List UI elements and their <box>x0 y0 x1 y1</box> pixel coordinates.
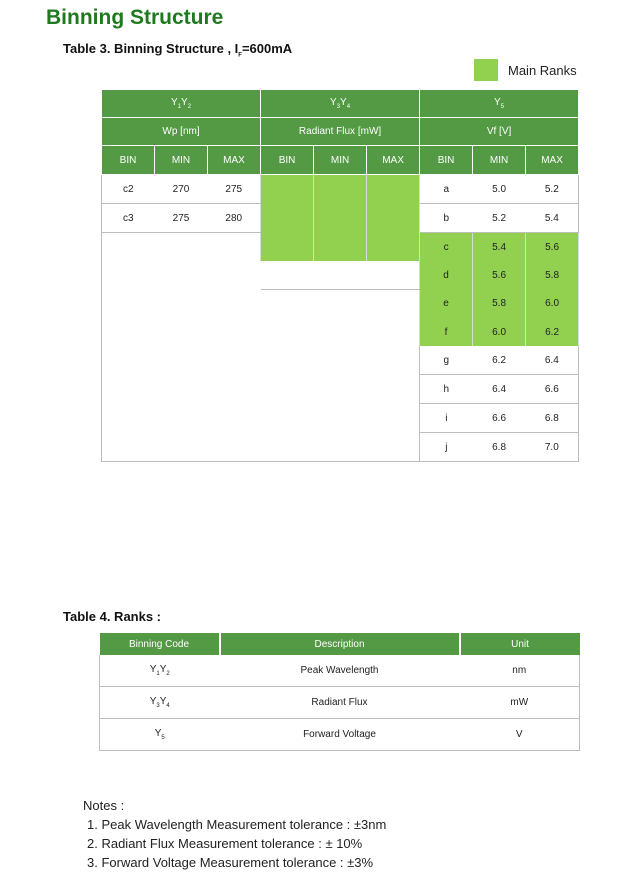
description-cell: Forward Voltage <box>220 719 460 751</box>
vf-max-cell: 5.8 <box>526 261 579 290</box>
note-item: 3. Forward Voltage Measurement tolerance : ±3% <box>87 855 374 870</box>
col-header: BIN <box>261 146 314 175</box>
flux-main-rank-cell <box>314 204 367 233</box>
table-row <box>102 318 579 346</box>
col-header: MIN <box>314 146 367 175</box>
vf-min-cell: 5.4 <box>473 233 526 262</box>
table-row <box>102 175 579 204</box>
col-header-unit: Unit <box>460 633 580 655</box>
table-row <box>102 261 579 290</box>
vf-bin-cell: d <box>420 261 473 290</box>
vf-bin-cell: h <box>420 375 473 404</box>
page-title: Binning Structure <box>46 6 224 29</box>
col-header: MIN <box>155 146 208 175</box>
description-cell: Radiant Flux <box>220 687 460 719</box>
table-row <box>102 375 579 404</box>
binning-structure-table <box>101 89 579 462</box>
col-header: MAX <box>367 146 420 175</box>
col-header-binning-code: Binning Code <box>100 633 220 655</box>
flux-main-rank-cell <box>314 175 367 204</box>
flux-main-rank-cell <box>261 233 314 262</box>
vf-max-cell: 6.8 <box>526 404 579 433</box>
vf-min-cell: 6.2 <box>473 346 526 375</box>
vf-bin-cell: g <box>420 346 473 375</box>
group-header-y1y2: $Y_1Y_2$ <box>102 90 261 118</box>
table-row <box>102 433 579 462</box>
vf-max-cell: 6.6 <box>526 375 579 404</box>
table-row <box>102 204 579 233</box>
vf-min-cell: 5.6 <box>473 261 526 290</box>
vf-max-cell: 6.4 <box>526 346 579 375</box>
col-header: MIN <box>473 146 526 175</box>
description-cell: Peak Wavelength <box>220 655 460 687</box>
unit-cell: mW <box>460 687 580 719</box>
vf-min-cell: 6.4 <box>473 375 526 404</box>
vf-min-cell: 5.8 <box>473 290 526 319</box>
flux-main-rank-cell <box>367 204 420 233</box>
col-header: MAX <box>526 146 579 175</box>
col-header: MAX <box>208 146 261 175</box>
flux-main-rank-cell <box>314 233 367 262</box>
flux-main-rank-cell <box>367 175 420 204</box>
wp-min-cell: 275 <box>155 204 208 233</box>
param-header-vf: Vf [V] <box>420 118 579 146</box>
vf-max-cell: 6.2 <box>526 318 579 346</box>
table-row <box>102 346 579 375</box>
vf-bin-cell: f <box>420 318 473 346</box>
table3-caption: Table 3. Binning Structure , $I_F=600mA$ <box>63 41 293 59</box>
binning-code-cell: $Y_3Y_4$ <box>100 687 220 719</box>
vf-min-cell: 5.0 <box>473 175 526 204</box>
legend <box>474 59 577 81</box>
ranks-table <box>99 633 580 751</box>
unit-cell: nm <box>460 655 580 687</box>
vf-bin-cell: a <box>420 175 473 204</box>
vf-max-cell: 7.0 <box>526 433 579 462</box>
flux-main-rank-cell <box>367 233 420 262</box>
vf-bin-cell: b <box>420 204 473 233</box>
wp-max-cell: 275 <box>208 175 261 204</box>
vf-min-cell: 6.8 <box>473 433 526 462</box>
vf-max-cell: 5.6 <box>526 233 579 262</box>
col-header-description: Description <box>220 633 460 655</box>
vf-bin-cell: c <box>420 233 473 262</box>
table-row <box>100 687 580 719</box>
note-item: 1. Peak Wavelength Measurement tolerance : ±3nm <box>87 817 387 832</box>
binning-code-cell: $Y_5$ <box>100 719 220 751</box>
table-row <box>102 233 579 262</box>
binning-code-cell: $Y_1Y_2$ <box>100 655 220 687</box>
vf-bin-cell: j <box>420 433 473 462</box>
vf-max-cell: 6.0 <box>526 290 579 319</box>
col-header: BIN <box>420 146 473 175</box>
vf-max-cell: 5.2 <box>526 175 579 204</box>
vf-bin-cell: i <box>420 404 473 433</box>
wp-min-cell: 270 <box>155 175 208 204</box>
param-header-flux: Radiant Flux [mW] <box>261 118 420 146</box>
table-row <box>100 655 580 687</box>
group-header-y3y4: $Y_3Y_4$ <box>261 90 420 118</box>
vf-max-cell: 5.4 <box>526 204 579 233</box>
note-item: 2. Radiant Flux Measurement tolerance : ± 10% <box>87 836 363 851</box>
wp-bin-cell: c3 <box>102 204 155 233</box>
vf-bin-cell: e <box>420 290 473 319</box>
vf-min-cell: 5.2 <box>473 204 526 233</box>
table-row <box>102 404 579 433</box>
wp-max-cell: 280 <box>208 204 261 233</box>
table4-caption: Table 4. Ranks : <box>63 609 162 624</box>
group-header-y5: $Y_5$ <box>420 90 579 118</box>
vf-min-cell: 6.0 <box>473 318 526 346</box>
table-row <box>102 290 579 319</box>
col-header: BIN <box>102 146 155 175</box>
main-ranks-swatch <box>474 59 498 81</box>
flux-main-rank-cell <box>261 175 314 204</box>
wp-bin-cell: c2 <box>102 175 155 204</box>
unit-cell: V <box>460 719 580 751</box>
notes <box>83 796 386 872</box>
vf-min-cell: 6.6 <box>473 404 526 433</box>
table-row <box>100 719 580 751</box>
param-header-wp: Wp [nm] <box>102 118 261 146</box>
legend-label: Main Ranks <box>508 62 577 78</box>
flux-main-rank-cell <box>261 204 314 233</box>
notes-heading: Notes : <box>83 798 125 813</box>
